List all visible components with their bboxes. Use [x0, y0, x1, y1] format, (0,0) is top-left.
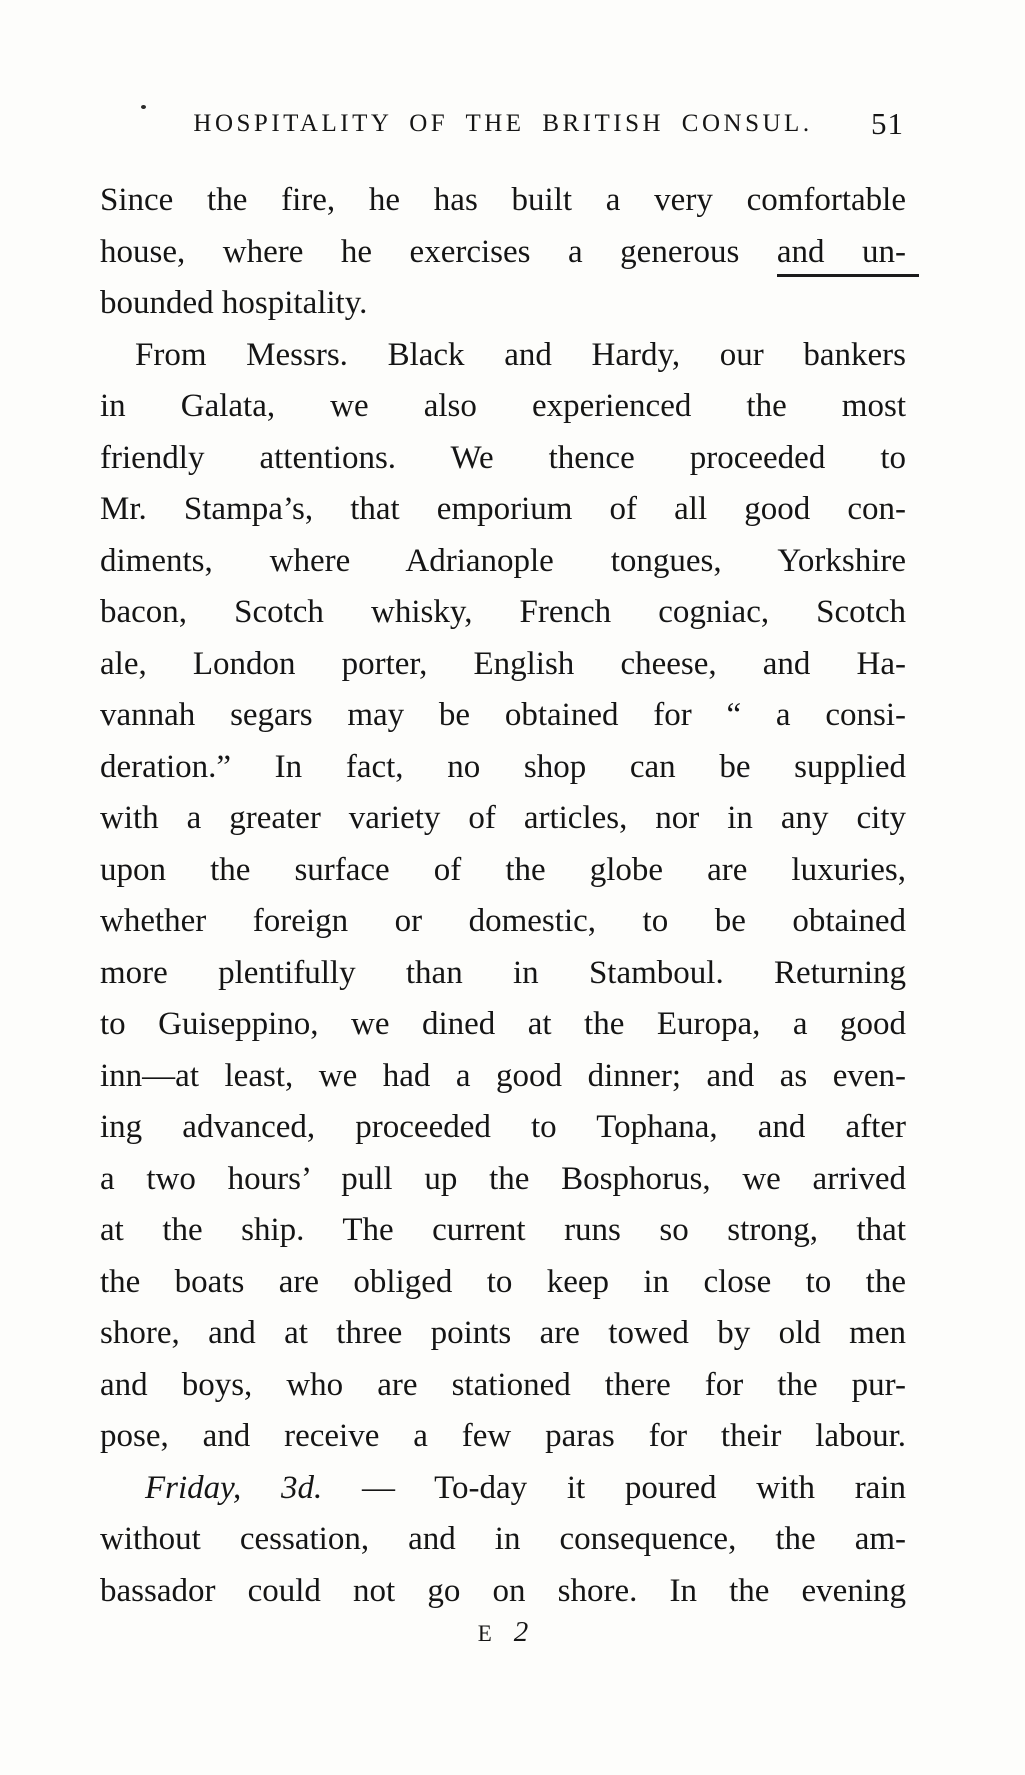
- text-segment: with a greater variety of articles, nor in any city: [100, 800, 906, 836]
- text-line: [100, 1051, 906, 1103]
- text-line: [100, 330, 906, 382]
- text-segment: inn—at least, we had a good dinner; and as even-: [100, 1057, 906, 1094]
- text-segment: upon the surface of the globe are luxuries,: [100, 851, 906, 888]
- text-segment: a two hours’ pull up the Bosphorus, we arrived: [100, 1160, 906, 1197]
- text-segment: ale, London porter, English cheese, and Ha-: [100, 645, 906, 682]
- page-header: [100, 106, 906, 150]
- text-line: [100, 1411, 906, 1463]
- text-line: [100, 948, 906, 1000]
- text-segment: bacon, Scotch whisky, French cogniac, Scotch: [100, 594, 906, 630]
- signature-number: 2: [513, 1616, 529, 1648]
- text-segment: whether foreign or domestic, to be obtained: [100, 903, 906, 939]
- text-line: [100, 433, 906, 485]
- text-segment: Since the fire, he has built a very comfortable: [100, 182, 906, 218]
- text-line: [100, 227, 906, 279]
- text-line: [100, 896, 906, 948]
- text-segment: — To-day it poured with rain: [322, 1469, 906, 1506]
- text-line: [100, 1102, 906, 1154]
- underline-text: and un-: [777, 234, 919, 277]
- text-segment: friendly attentions. We thence proceeded to: [100, 439, 906, 476]
- text-segment: shore, and at three points are towed by old men: [100, 1315, 906, 1351]
- text-segment: bassador could not go on shore. In the evening: [100, 1572, 906, 1609]
- text-segment: vannah segars may be obtained for “ a consi-: [100, 697, 906, 733]
- text-segment: without cessation, and in consequence, the am-: [100, 1521, 906, 1557]
- text-segment: ing advanced, proceeded to Tophana, and after: [100, 1109, 906, 1145]
- text-line: [100, 793, 906, 845]
- text-line: [100, 1257, 906, 1309]
- text-line: [100, 1566, 906, 1618]
- text-segment: deration.” In fact, no shop can be supplied: [100, 748, 906, 785]
- text-segment: more plentifully than in Stamboul. Returning: [100, 954, 906, 991]
- paragraph: [100, 175, 906, 330]
- paragraph: [100, 330, 906, 1463]
- text-line: [100, 1154, 906, 1206]
- text-segment: in Galata, we also experienced the most: [100, 388, 906, 424]
- page-footer: [100, 1616, 906, 1649]
- signature-letter: E: [477, 1621, 493, 1646]
- text-line: [100, 381, 906, 433]
- text-line: [100, 1308, 906, 1360]
- text-segment: Mr. Stampa’s, that emporium of all good con-: [100, 491, 906, 527]
- text-segment: house, where he exercises a generous: [100, 233, 777, 270]
- text-line: [100, 845, 906, 897]
- text-line: [100, 587, 906, 639]
- italic-text: Friday, 3d.: [145, 1469, 323, 1506]
- text-line: [100, 1514, 906, 1566]
- text-line: [100, 639, 906, 691]
- text-line: [100, 175, 906, 227]
- text-line: [100, 690, 906, 742]
- ink-speck: [141, 105, 146, 109]
- text-line: [100, 999, 906, 1051]
- page-body: [100, 175, 906, 1617]
- text-line: [100, 278, 906, 330]
- text-segment: to Guiseppino, we dined at the Europa, a good: [100, 1006, 906, 1042]
- text-line: [100, 484, 906, 536]
- text-line: [100, 742, 906, 794]
- text-segment: diments, where Adrianople tongues, Yorkshire: [100, 542, 906, 579]
- text-line: [100, 1463, 906, 1515]
- text-segment: the boats are obliged to keep in close to the: [100, 1263, 906, 1300]
- text-line: [100, 1205, 906, 1257]
- text-segment: and boys, who are stationed there for the pur-: [100, 1366, 906, 1403]
- text-line: [100, 536, 906, 588]
- page-number: 51: [871, 106, 904, 141]
- paragraph: [100, 1463, 906, 1618]
- text-segment: bounded hospitality.: [100, 285, 368, 321]
- text-segment: From Messrs. Black and Hardy, our bankers: [135, 336, 906, 373]
- text-segment: pose, and receive a few paras for their labour.: [100, 1418, 906, 1454]
- text-line: [100, 1360, 906, 1412]
- text-segment: at the ship. The current runs so strong, that: [100, 1212, 906, 1248]
- running-title: HOSPITALITY OF THE BRITISH CONSUL.: [193, 110, 813, 137]
